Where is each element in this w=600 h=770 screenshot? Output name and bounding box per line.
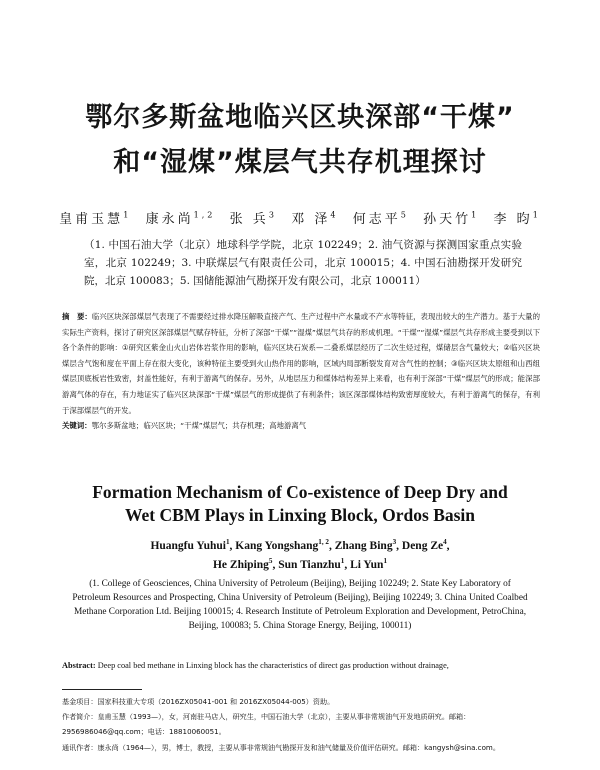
chinese-abstract-label: 摘 要：	[62, 312, 92, 321]
chinese-abstract-text: 临兴区块深部煤层气表现了不需要经过排水降压解吸直接产气、生产过程中产水量或不产水等特征，表现出较大的生产潜力。基于大量的实际生产资料，探讨了研究区深部煤层气赋存特征，分析了深部“干煤”“湿煤”煤层气共存的形成机理。“干煤”“湿煤”煤层气共存形成主要受到以下各个条件的影响：①研究区紫金山火山岩体岩浆作用的影响，临兴区块石炭系—二叠系煤层经历了二次生烃过程，煤储层含气量较大；②临兴区块煤层含气饱和度在平面上存在很大变化，该种特征主要受到火山热作用的影响，区域内局部断裂发育对含气性的控制；③临兴区块太原组和山西组煤层顶底板岩性致密，封盖性能好，有利于游离气的保存。另外，从地层压力和煤体结构差异上来看，也有利于深部“干煤”煤层气的形成；能深部游离气体的存在，有力地证实了临兴区块深部“干煤”煤层气的形成提供了有利条件；该区深部煤体结构致密厚度较大，有利于游离气的保存，有利于深部煤层气的开发。	[62, 312, 540, 415]
author	[353, 212, 409, 227]
author-affiliation-mark: 1	[225, 538, 230, 547]
author-affiliation-mark: 5	[400, 210, 409, 220]
author-name: He Zhiping	[212, 559, 269, 571]
author	[230, 212, 277, 227]
author-affiliation-mark: 1	[532, 210, 541, 220]
author	[146, 212, 216, 227]
english-authors-line-1	[0, 540, 600, 552]
footnote-first-author: 作者简介：皇甫玉慧（1993—），女，河南驻马店人，研究生，中国石油大学（北京），主要从事非常规油气开发地质研究。邮箱：2956986046@qq.com；电话：18810060051。	[62, 712, 471, 737]
footnotes	[62, 694, 540, 755]
author-name: 张 兵	[229, 212, 269, 227]
english-abstract	[62, 660, 540, 672]
author-affiliation-mark: 4	[330, 210, 339, 220]
english-abstract-text: Deep coal bed methane in Linxing block has the characteristics of direct gas production without drainage,	[97, 661, 449, 670]
author-name: Huangfu Yuhui	[150, 540, 226, 552]
author: Kang Yongshang$^{1, 2}$,	[235, 538, 335, 552]
author-affiliation-mark: 1,2	[193, 210, 216, 220]
author-name: 康永尚	[145, 212, 194, 227]
author: Sun Tianzhu$^1$,	[278, 557, 351, 571]
footnote-fund: 基金项目：国家科技重大专项（2016ZX05041-001 和 2016ZX05044-005）资助。	[62, 697, 335, 706]
author	[494, 212, 541, 227]
chinese-keywords-label: 关键词：	[62, 421, 92, 431]
author	[423, 212, 479, 227]
english-title-line-2: Wet CBM Plays in Linxing Block, Ordos Basin	[124, 505, 476, 525]
author: Deng Ze$^4$,	[401, 538, 450, 552]
author-name: Kang Yongshang	[235, 540, 319, 552]
author-affiliation-mark: 1, 2	[318, 538, 329, 547]
author: He Zhiping$^5$,	[212, 557, 279, 571]
english-affiliations: (1. College of Geosciences, China University of Petroleum (Beijing), Beijing 102249; 2. State Key Laboratory of Petroleum Resources and Prospecting, China University of Petroleum (Beijing), Beijing 102249; 3. China United Coalbed Methane Corporation Ltd. Beijing 100015; 4. Research Institute of Petroleum Exploration and Development, PetroChina, Beijing, 100083; 5. China Storage Energy, Beijing, 100011)	[72, 579, 528, 631]
author-name: Sun Tianzhu	[278, 559, 341, 571]
author-affiliation-mark: 3	[268, 210, 277, 220]
author	[59, 212, 131, 227]
author-name: Li Yun	[350, 559, 384, 571]
english-title-line-1: Formation Mechanism of Co-existence of Deep Dry and	[92, 482, 508, 502]
author-name: Deng Ze	[401, 540, 444, 552]
author-name: 孙天竹	[423, 212, 472, 227]
author-affiliation-mark: 4	[443, 538, 447, 547]
author	[350, 559, 387, 571]
footnote-divider	[62, 689, 142, 690]
author-affiliation-mark: 3	[392, 538, 397, 547]
author-affiliation-mark: 1	[123, 210, 132, 220]
author-affiliation-mark: 5	[268, 557, 273, 566]
english-authors-line-2	[0, 559, 600, 571]
author-name: Zhang Bing	[334, 540, 393, 552]
chinese-title-line-1: 鄂尔多斯盆地临兴区块深部“干煤”	[85, 102, 515, 133]
author: Zhang Bing$^3$,	[334, 538, 402, 552]
author-name: 皇甫玉慧	[59, 212, 124, 227]
chinese-abstract	[62, 309, 540, 434]
author: Huangfu Yuhui$^1$,	[150, 538, 236, 552]
chinese-keywords-text: 鄂尔多斯盆地；临兴区块；“干煤”煤层气；共存机理；高地游离气	[91, 421, 307, 431]
footnote-corresponding-author: 通讯作者：康永尚（1964—），男，博士，教授，主要从事非常规油气勘探开发和油气储量及价值评估研究。邮箱：kangysh@sina.com。	[62, 742, 500, 752]
chinese-authors	[0, 208, 600, 227]
author-affiliation-mark: 1	[383, 557, 388, 566]
english-abstract-label: Abstract:	[62, 661, 96, 670]
author-name: 邓 泽	[291, 212, 331, 227]
chinese-affiliations: （1. 中国石油大学（北京）地球科学学院，北京 102249；2. 油气资源与探测国家重点实验室，北京 102249；3. 中联煤层气有限责任公司，北京 100015；4. 中国石油勘探开发研究院，北京 100083；5. 国储能源油气勘探开发有限公司，北京 100011）	[84, 239, 522, 287]
author-affiliation-mark: 1	[471, 210, 480, 220]
author-affiliation-mark: 1	[340, 557, 345, 566]
chinese-title-line-2: 和“湿煤”煤层气共存机理探讨	[113, 147, 487, 178]
author-name: 何志平	[352, 212, 401, 227]
author-name: 李 昀	[493, 212, 533, 227]
author	[291, 212, 338, 227]
